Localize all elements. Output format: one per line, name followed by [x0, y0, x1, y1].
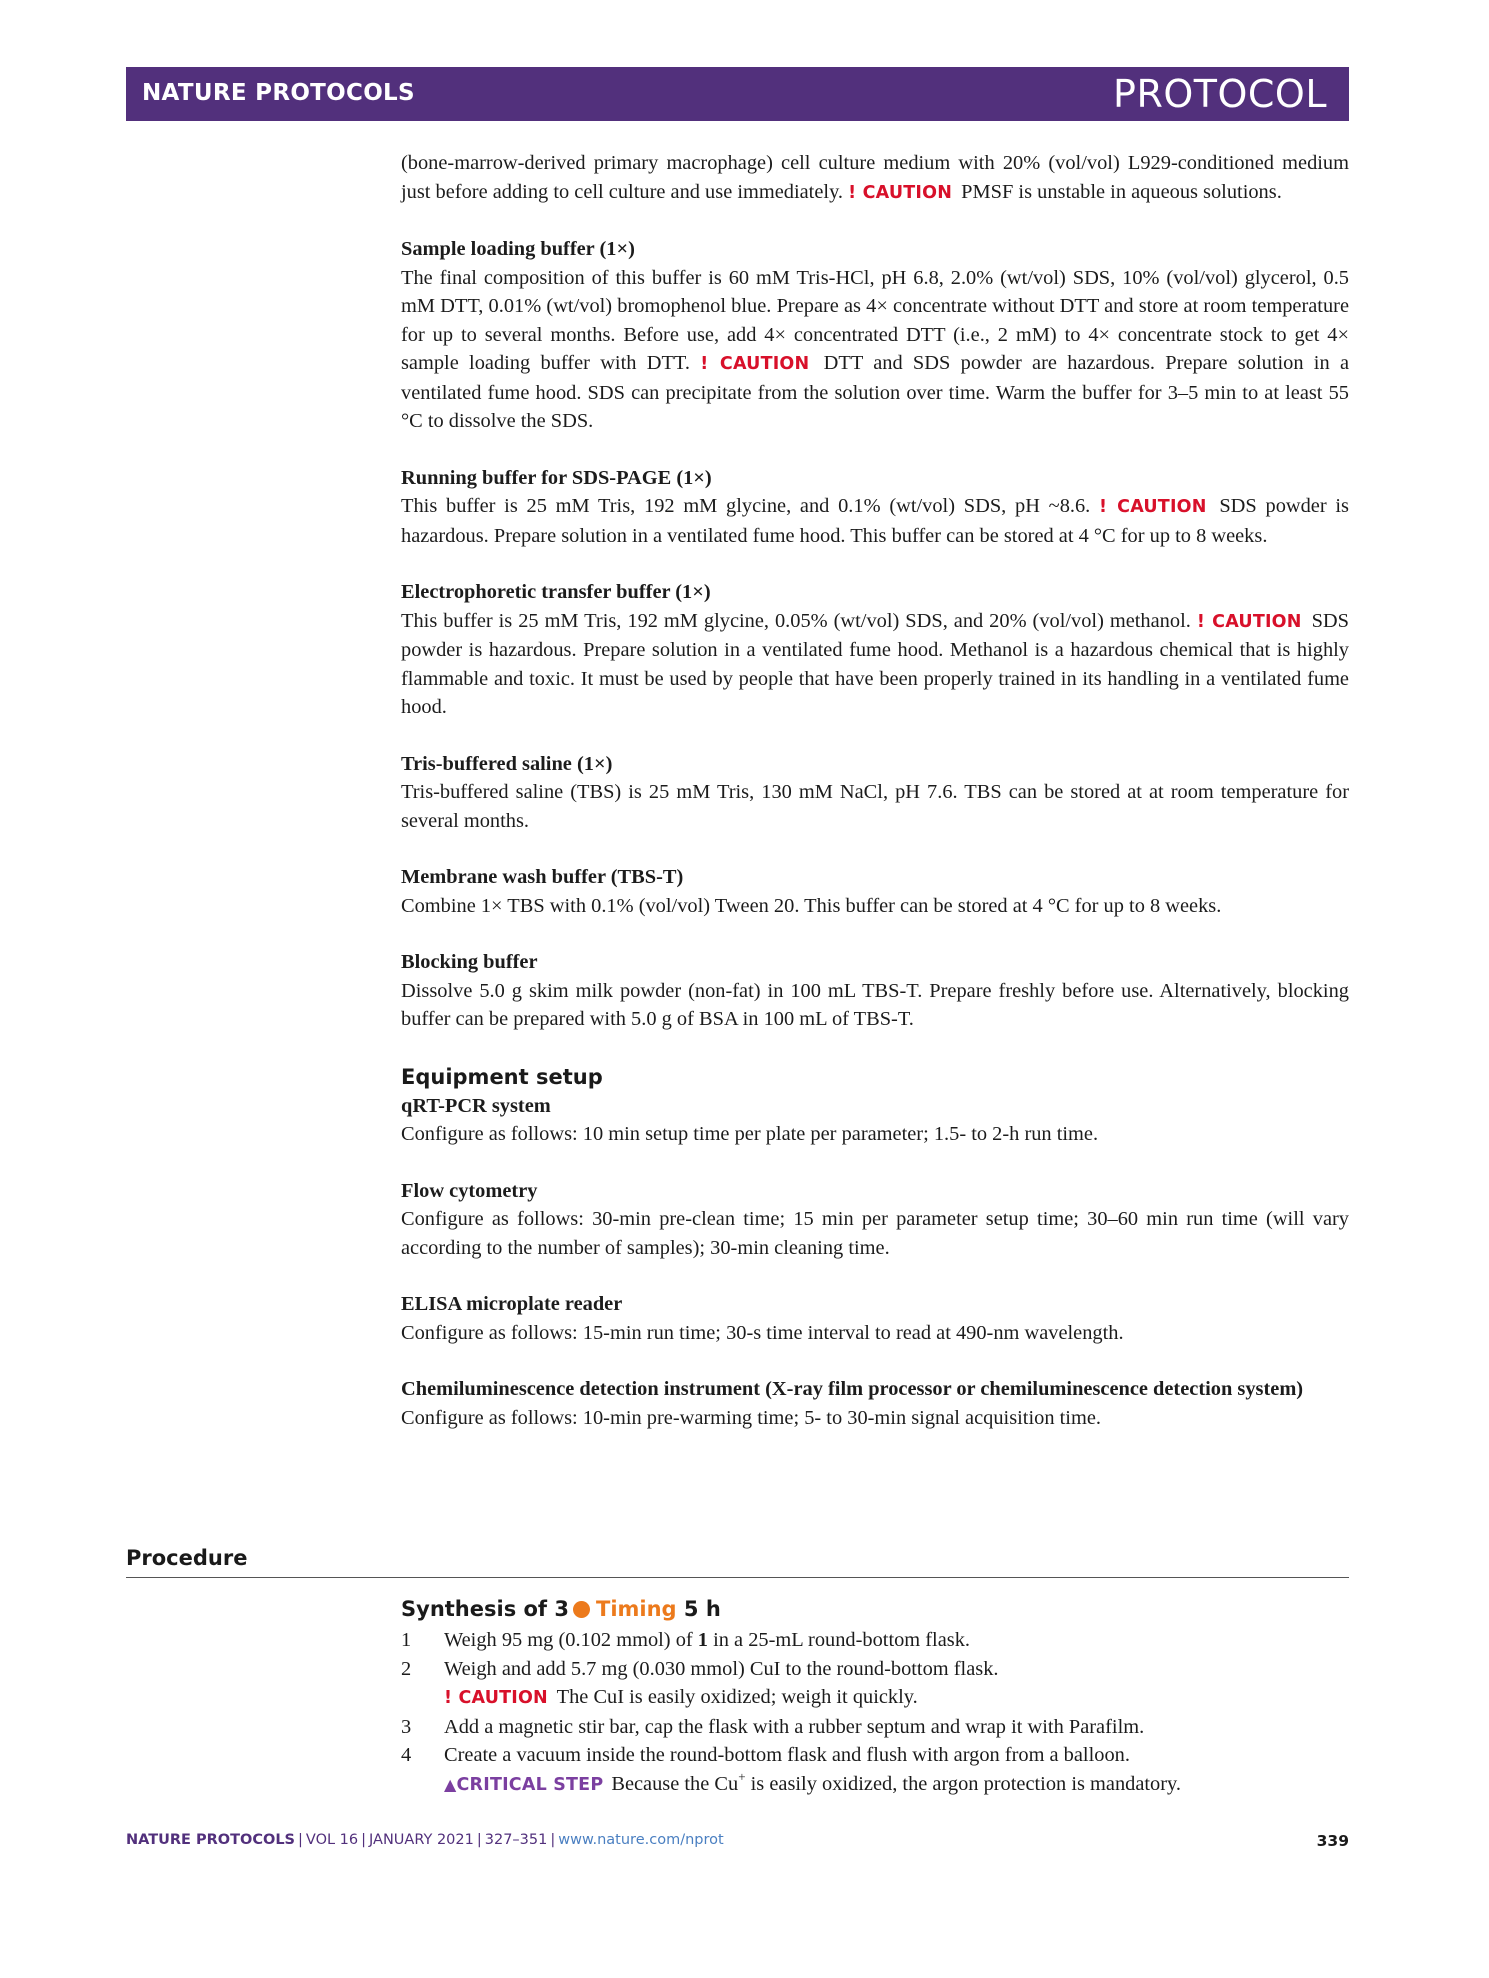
- section-body: Configure as follows: 10-min pre-warming time; 5- to 30-min signal acquisition time.: [401, 1406, 1101, 1429]
- footer-pages: 327–351: [484, 1832, 548, 1848]
- synthesis-title: Synthesis of 3: [401, 1597, 569, 1621]
- step-text: Weigh 95 mg (0.102 mmol) of: [444, 1629, 698, 1651]
- intro-paragraph: [401, 149, 1349, 207]
- section-body: Tris-buffered saline (TBS) is 25 mM Tris, 130 mM NaCl, pH 7.6. TBS can be stored at at room temperature for several months.: [401, 781, 1349, 832]
- procedure-label: Procedure: [126, 1546, 248, 1570]
- step-text: Create a vacuum inside the round-bottom flask and flush with argon from a balloon.: [444, 1744, 1130, 1766]
- header-bar: [126, 67, 1349, 121]
- critical-label-text: CRITICAL STEP: [456, 1774, 604, 1795]
- section-heading: Electrophoretic transfer buffer (1×): [401, 581, 711, 603]
- procedure-step: [401, 1713, 1349, 1742]
- caution-text: The CuI is easily oxidized; weigh it quickly.: [556, 1686, 918, 1708]
- body-text: This buffer is 25 mM Tris, 192 mM glycine, and 0.1% (wt/vol) SDS, pH ~8.6.: [401, 495, 1091, 517]
- transfer-buffer-section: [401, 578, 1349, 722]
- body-text: This buffer is 25 mM Tris, 192 mM glycine, 0.05% (wt/vol) SDS, and 20% (vol/vol) methanol.: [401, 609, 1191, 632]
- procedure-step: [401, 1626, 1349, 1655]
- timing-dot-icon: [573, 1601, 590, 1618]
- procedure-step: [401, 1741, 1349, 1799]
- chemiluminescence-section: [401, 1375, 1349, 1432]
- wash-buffer-section: [401, 863, 1349, 920]
- superscript-charge: +: [738, 1768, 746, 1784]
- critical-text: Because the Cu: [611, 1772, 739, 1795]
- synthesis-heading: [401, 1594, 1349, 1624]
- section-body: [401, 264, 1349, 436]
- critical-step-label: [444, 1775, 603, 1795]
- running-buffer-section: [401, 464, 1349, 551]
- section-body: Configure as follows: 10 min setup time per plate per parameter; 1.5- to 2-h run time.: [401, 1123, 1099, 1145]
- footer-journal: NATURE PROTOCOLS: [126, 1832, 296, 1848]
- caution-text: DTT and SDS powder are hazardous. Prepare solution in a ventilated fume hood. SDS can precipitate from the solution over time. Warm the buffer for 3–5 min to at least 55 °C to dissolve the SDS.: [401, 352, 1349, 432]
- caution-text: PMSF is unstable in aqueous solutions.: [961, 180, 1282, 203]
- timing-label: Timing: [596, 1597, 677, 1621]
- elisa-section: [401, 1290, 1349, 1347]
- page-footer: NATURE PROTOCOLS | VOL 16 | JANUARY 2021 | 327–351 | www.nature.com/nprot 339: [126, 1832, 1349, 1850]
- section-heading: Membrane wash buffer (TBS-T): [401, 866, 684, 888]
- caution-text: SDS powder is hazardous. Prepare solution in a ventilated fume hood. This buffer can be stored at 4 °C for up to 8 weeks.: [401, 495, 1349, 547]
- equipment-setup-heading: Equipment setup: [401, 1064, 603, 1089]
- sample-loading-section: [401, 235, 1349, 436]
- section-body: Combine 1× TBS with 0.1% (vol/vol) Tween 20. This buffer can be stored at 4 °C for up to 8 weeks.: [401, 894, 1222, 917]
- footer-url-link[interactable]: www.nature.com/nprot: [558, 1832, 724, 1848]
- section-body: [401, 607, 1349, 722]
- procedure-content: [401, 1594, 1349, 1799]
- section-body: [401, 492, 1349, 550]
- blocking-buffer-section: [401, 948, 1349, 1034]
- section-body: Dissolve 5.0 g skim milk powder (non-fat) in 100 mL TBS-T. Prepare freshly before use. Alternatively, blocking buffer can be prepared with 5.0 g of BSA in 100 mL of TBS-T.: [401, 979, 1349, 1030]
- main-content: [401, 149, 1349, 1432]
- caution-label: ! CAUTION: [1196, 611, 1302, 632]
- critical-text: is easily oxidized, the argon protection is mandatory.: [745, 1772, 1182, 1795]
- journal-name: NATURE PROTOCOLS: [142, 80, 415, 106]
- step-text: Add a magnetic stir bar, cap the flask with a rubber septum and wrap it with Parafilm.: [444, 1715, 1145, 1738]
- caution-label: ! CAUTION: [848, 182, 953, 203]
- section-heading: Sample loading buffer (1×): [401, 238, 635, 260]
- body-text: The final composition of this buffer is 60 mM Tris-HCl, pH 6.8, 2.0% (wt/vol) SDS, 10% (vol/vol) glycerol, 0.5 mM DTT, 0.01% (wt/vol) bromophenol blue. Prepare as 4× concentrate without DTT and store at room temperature for up to several months. Before use, add 4× concentrated DTT (i.e., 2 mM) to 4× concentrate stock to get 4× sample loading buffer with DTT.: [401, 266, 1349, 374]
- section-heading: ELISA microplate reader: [401, 1293, 623, 1315]
- flow-cytometry-section: [401, 1177, 1349, 1263]
- timing-value: 5 h: [683, 1597, 721, 1621]
- procedure-step: [401, 1655, 1349, 1713]
- footer-date: JANUARY 2021: [369, 1832, 474, 1848]
- section-heading: Blocking buffer: [401, 951, 538, 973]
- footer-volume: VOL 16: [305, 1832, 359, 1848]
- section-body: Configure as follows: 15-min run time; 30-s time interval to read at 490-nm wavelength.: [401, 1321, 1124, 1344]
- section-heading: Running buffer for SDS-PAGE (1×): [401, 466, 712, 489]
- qrt-pcr-section: [401, 1092, 1349, 1149]
- caution-label: ! CAUTION: [444, 1688, 548, 1708]
- section-heading: qRT-PCR system: [401, 1094, 551, 1117]
- step-text: Weigh and add 5.7 mg (0.030 mmol) CuI to the round-bottom flask.: [444, 1657, 999, 1680]
- procedure-divider: [126, 1577, 1349, 1578]
- section-heading: Flow cytometry: [401, 1179, 538, 1202]
- step-number: 1: [401, 1629, 412, 1651]
- intro-text: (bone-marrow-derived primary macrophage) cell culture medium with 20% (vol/vol) L929-conditioned medium just before adding to cell culture and use immediately.: [401, 152, 1349, 203]
- article-type: PROTOCOL: [1113, 72, 1327, 116]
- section-heading: Tris-buffered saline (1×): [401, 752, 613, 775]
- compound-number: 1: [697, 1629, 708, 1651]
- triangle-icon: ▲: [444, 1774, 457, 1794]
- caution-text: SDS powder is hazardous. Prepare solution in a ventilated fume hood. Methanol is a hazardous chemical that is highly flammable and toxic. It must be used by people that have been properly trained in its handling in a ventilated fume hood.: [401, 609, 1349, 718]
- step-number: 4: [401, 1744, 412, 1766]
- step-number: 3: [401, 1715, 412, 1738]
- section-body: Configure as follows: 30-min pre-clean time; 15 min per parameter setup time; 30–60 min run time (will vary according to the number of samples); 30-min cleaning time.: [401, 1208, 1349, 1259]
- tbs-section: [401, 750, 1349, 836]
- caution-label: ! CAUTION: [700, 354, 810, 374]
- step-text: in a 25-mL round-bottom flask.: [707, 1629, 970, 1651]
- section-heading: Chemiluminescence detection instrument (X-ray film processor or chemiluminescence detection system): [401, 1378, 1304, 1400]
- step-number: 2: [401, 1657, 412, 1680]
- page-number: 339: [1316, 1832, 1349, 1850]
- caution-label: ! CAUTION: [1099, 497, 1207, 517]
